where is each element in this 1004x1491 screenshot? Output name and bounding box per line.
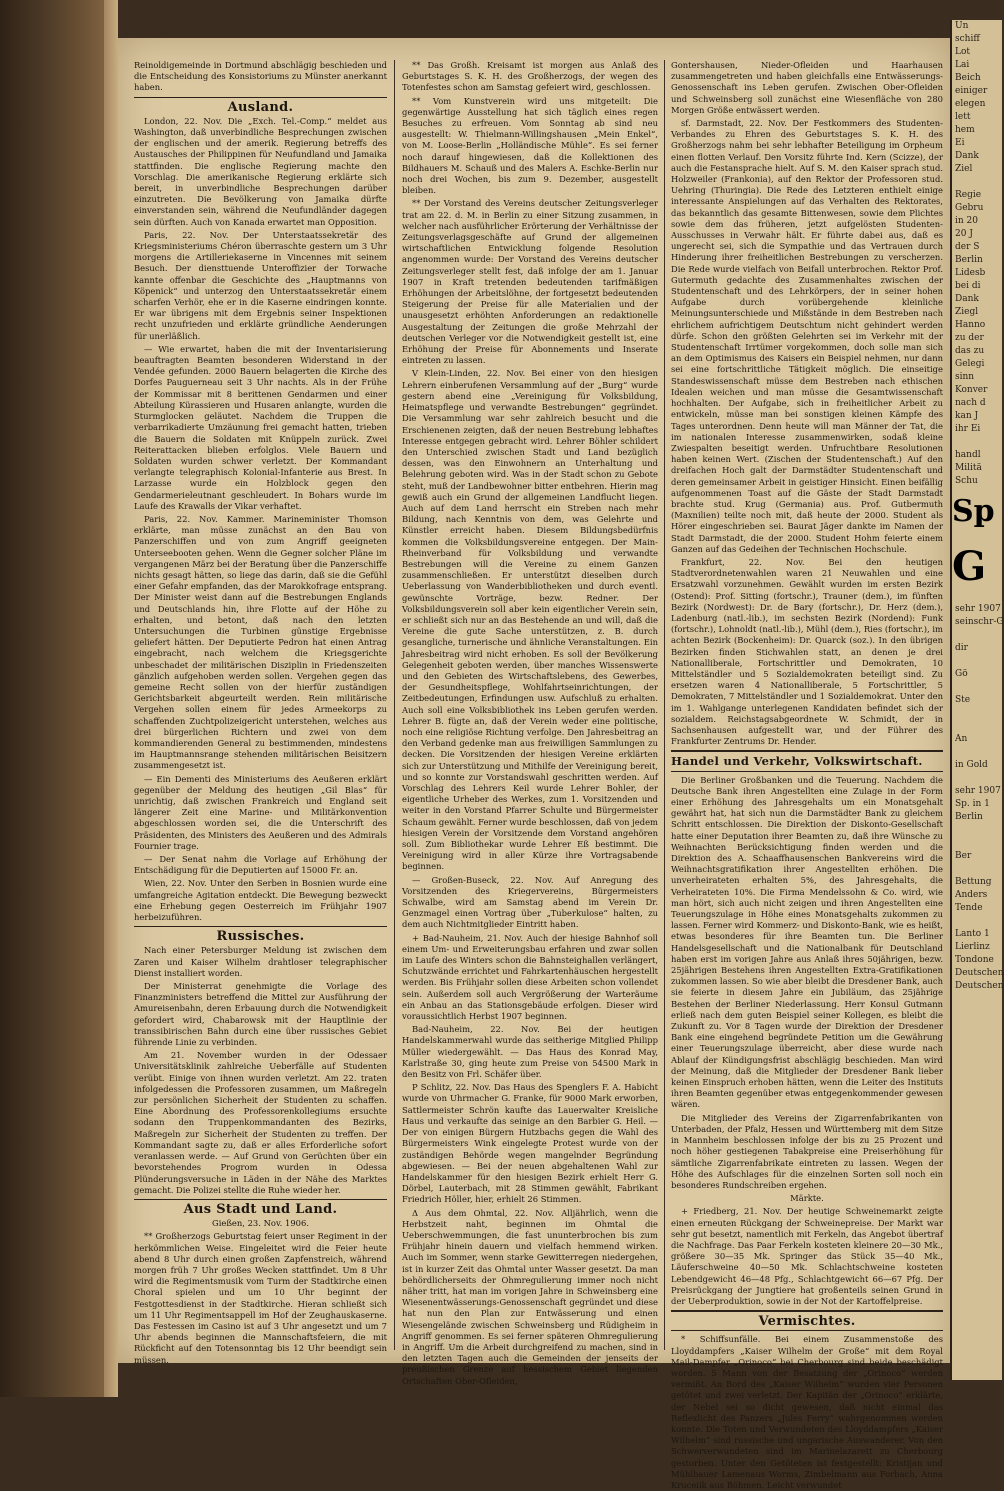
article-paragraph: + Bad-Nauheim, 21. Nov. Auch der hiesige Bahnhof soll einem Um- und Erweiterungsbau erfahren und zwar sollen im Laufe des Winters schon die Bahnsteighallen verlängert, Schutzwände errichtet und Fahrkartenhäuschen hergestellt werden. Bis Frühjahr sollen diese Arbeiten schon vollendet sein. Außerdem soll auch Vergrößerung der Warteräume ein Anbau an das Stationsgebäude erfolgen. Dieser wird voraussichtlich Herbst 1907 beginnen. [402, 932, 658, 1022]
adjacent-page-fragment: Bettung [955, 877, 992, 887]
article-paragraph: — Großen-Buseck, 22. Nov. Auf Anregung des Vorsitzenden des Kriegervereins, Bürgermeisters Schwalbe, wird am Samstag abend im Verein Dr. Genzmagel einen Vortrag über „Tuberkulose“ halten, zu dem auch Nichtmitglieder Eintritt haben. [402, 874, 658, 930]
adjacent-page-fragment [952, 707, 1002, 720]
adjacent-page-strip [950, 20, 1002, 1380]
article-paragraph: Die Berliner Großbanken und die Teuerung. Nachdem die Deutsche Bank ihren Angestellten eine Zulage in der Form einer Erhöhung des Jahresgehalts um ein Monatsgehalt gewährt hat, hat sich nun die Darmstädter Bank zu gleichem Schritt entschlossen. Die Direktion der Diskonto-Gesellschaft hatte einer Deputation ihrer Beamten zu, daß ihre Wünsche zu Weihnachten Berücksichtigung finden werden und die Direktion des A. Schaaffhausenschen Bankvereins wird die Weihnachtsgratifikation ihrer Angestellten erhöhen. Die unverheirateten erhalten 5%, des Jahresgehalts, die Verheirateten 10%. Die Firma Mendelssohn & Co. wird, wie man hört, sich auch nicht zeigen und ihren Angestellten eine Teuerungszulage in Höhe eines Monatsgehalts zukommen zu lassen. Ferner wird Kommerz- und Diskonto-Bank, wie es heißt, etwas besonderes für ihre Beamten tun. Die Berliner Handelsgesellschaft und die Nationalbank für Deutschland haben erst im vorigen Jahre aus Anlaß ihres 50jährigen, bezw. 25jährigen Bestehens ihren Angestellten Extra-Gratifikationen zukommen lassen. So wie aber bleibt die Dresdener Bank, auch sie feierte in diesem Jahre ein Jubiläum, das 25jährige Bestehen der Berliner Niederlassung. Herr Konsul Gutmann erließ nach dem guten Beispiel seiner Kollegen, es bleibt die Zukunft zu. Vor 8 Tagen wurde der Direktion der Dresdener Bank eine eingehend begründete Petition um die Gewährung einer Teuerungszulage überreicht, aber diese wurde nach Ablauf der Kündigungsfrist abschlägig beschieden. Man wird der Meinung, daß die Mitglieder der Dresdener Bank lieber keinen Einspruch erhoben hätten, wenn die Leiter des Instituts ihren Beamten gegenüber etwas entgegenkommender gewesen wären. [671, 774, 943, 1110]
adjacent-page-fragment: Schu [955, 476, 978, 486]
adjacent-page-fragment: 20 J [955, 229, 973, 239]
adjacent-page-fragment [952, 837, 1002, 850]
adjacent-page-fragment: sehr 1907 [955, 604, 1001, 614]
adjacent-page-fragment: Gelegi [955, 359, 985, 369]
article-paragraph: V Klein-Linden, 22. Nov. Bei einer von den hiesigen Lehrern einberufenen Versammlung auf der „Burg“ wurde gestern abend eine „Vereinigung für Volksbildung, Heimatspflege und verwandte Bestrebungen“ gegründet. Die Versammlung war sehr zahlreich besucht und die Erschienenen zeigten, daß der neuen Bestrebung lebhaftes Interesse entgegen gebracht wird. Lehrer Böhler schildert den Unterschied zwischen Stadt und Land bezüglich dessen, was den Einwohnern an Unterhaltung und Belehrung geboten wird. Was in der Stadt schon zu Gebote steht, muß der Landbewohner bitter entbehren. Hierin mag gewiß auch ein Grund der allgemeinen Landflucht liegen. Auch auf dem Land herrscht ein Streben nach mehr Bildung, nach Kenntnis von dem, was Gelehrte und Künstler erreicht haben. Diesem Bildungsbedürfnis kommen die Volksbildungsvereine entgegen. Der Main-Rheinverband für Volksbildung und verwandte Bestrebungen will die Vereine zu einem Ganzen zusammenschließen. Er unterstützt dieselben durch Ueberlassung von Wanderbibliotheken und durch eventl. gewünschte Vorträge, bezw. Redner. Der Volksbildungsverein soll aber kein eigentlicher Verein sein, er schließt sich nur an das Bestehende an und will, daß die Vereine die gute Sache unterstützen, z. B. durch gesangliche, turnerische und ähnliche Veranstaltungen. Ein Jahresbeitrag wird nicht erhoben. Es soll der Bevölkerung Gelegenheit geboten werden, über manches Wissenswerte und den Gebieten des Wirtschaftslebens, des Gewerbes, der Gesundheitspflege, Wohlfahrtseinrichtungen, der Zeitbedeutungen, Erfindungen usw. Aufschluß zu erhalten. Auch soll eine Volksbibliothek ins Leben gerufen werden. Lehrer B. fügte an, daß der Verein weder eine politische, noch eine religiöse Richtung verfolge. Den Jahresbeitrag an den Verband gedenke man aus freiwilligen Sammlungen zu decken. Die Vorsitzenden der hiesigen Vereine erklärten sich zur Unterstützung und Mithilfe der Vereinigung bereit, und so konnte zur Vorstandswahl geschritten werden. Auf Vorschlag des Lehrers Keil wurde Lehrer Bohler, der eigentliche Urheber des Werkes, zum 1. Vorsitzenden und weiter in den Vorstand Pfarrer Schulte und Bürgermeister Schaum gewählt. Ferner wurde beschlossen, daß von jedem hiesigen Verein der Vorsitzende dem Vorstand angehören soll. Zum Bibliothekar wurde Lehrer Eß bestimmt. Die Vereinigung wird in aller Kürze ihre Vortragsabende beginnen. [402, 368, 658, 872]
section-heading-russisches: Russisches. [216, 929, 305, 945]
adjacent-page-fragment: hem [955, 125, 975, 135]
adjacent-page-large-letters: Sp [952, 494, 995, 529]
adjacent-page-fragment: bei di [955, 281, 981, 291]
adjacent-page-fragment: Un [955, 21, 969, 31]
adjacent-page-fragment: schiff [955, 34, 980, 44]
article-paragraph: Δ Aus dem Ohmtal, 22. Nov. Alljährlich, wenn die Herbstzeit naht, beginnen im Ohmtal die Ueberschwemmungen, die fast ununterbrochen bis zum Frühjahr hinein dauern und vielfach hemmend wirken. Auch im Sommer, wenn starke Gewitterregen niedergehen, ist in kurzer Zeit das Ohmtal unter Wasser gesetzt. Da man behördlicherseits der Ohmregulierung immer noch nicht näher tritt, hat man im vorigen Jahre in Schweinsberg eine Wiesenentwässerungs-Genossenschaft gegründet und diese hat nun den Plan zur Entwässerung und einen Wiesengelände zwischen Schweinsberg und Rüdigheim in Angriff genommen. Es sei ferner späteren Ohmregulierung in Angriff. Um die Arbeit durchgreifend zu machen, sind in den letzten Tagen auch die Gemeinden der jenseits der preußischen Grenze auf hessischem Gebiet liegenden Ortschaften Ober-Ofleiden, [402, 1207, 658, 1386]
adjacent-page-fragment: lett [955, 112, 971, 122]
adjacent-page-fragment [952, 746, 1002, 759]
adjacent-page-fragment [952, 824, 1002, 837]
column-rule [394, 60, 395, 1350]
section-heading-ausland: Ausland. [227, 99, 294, 115]
adjacent-page-fragment: Ziegl [955, 307, 979, 317]
article-paragraph: Paris, 22. Nov. Der Unterstaatssekretär des Kriegsministeriums Chéron überraschte gestern um 3 Uhr morgens die Artilleriekaserne in Vincennes mit seinem Besuch. Der diensttuende Unteroffizier der Torwache kannte offenbar die Geschichte des „Hauptmanns von Köpenick“ und unterzog den Unterstaatssekretär einem scharfen Verhör, ehe er in die Kaserne eindringen konnte. Er war übrigens mit dem Ergebnis seiner Inspektionen recht unzufrieden und erklärte gründliche Aenderungen für unerläßlich. [134, 229, 387, 341]
adjacent-page-fragment [952, 772, 1002, 785]
adjacent-page-fragment: der S [955, 242, 980, 252]
adjacent-page-text-fragments [952, 20, 1002, 488]
adjacent-page-fragment: An [955, 734, 968, 744]
article-paragraph: sf. Darmstadt, 22. Nov. Der Festkommers des Studenten-Verbandes zu Ehren des Geburtstages S. K. H. des Großherzogs nahm bei sehr lebhafter Beteiligung im Orpheum einen flotten Verlauf. Den Vorsitz führte Ind. Kern (Scizze), der auch die Festansprache hielt. Auf S. M. den Kaiser sprach stud. Holzweiler (Frankonia), auf den Rektor der Professoren stud. Uehring (Thuringia). Die Rede des Letzteren enthielt einige interessante Anspielungen auf das Verhalten des Rektorates, das bekanntlich das gesamte Bittenwesen, sowie dem Plichtes sowie dem das früheren, jetzt aufgelösten Studenten-Ausschusses in Verwahr hält. Er führte dabei aus, daß es ungerecht sei, sich die Sympathie und das Vertrauen durch Hinderung ihrer freiheitlichen Bestrebungen zu verscherzen. Die Rede wurde vielfach von Beifall unterbrochen. Rektor Prof. Gutermuth gedachte des Zusammenhaltes zwischen der Studentenschaft und des Lehrkörpers, der in seiner hohen Aufgabe durch vorübergehende kleinliche Meinungsunterschiede und Mißstände in dem Bestreben nach ehrlichem aufrichtigem Deutschtum nicht gehindert werden dürfe. Schon den größten Gelehrten sei im Verkehr mit der Studentenschaft Irrtümer vorgekommen, doch solle man sich an dem Optimismus des Kaisers ein Beispiel nehmen, nur dann sei eine fortschrittliche Tätigkeit möglich. Die einseitige Standeswissenschaft müsse dem Bestreben nach ethischen Idealen weichen und man müsse die Gesamtwissenschaft hochhalten. Der Aufgabe, sich in freiheitlicher Arbeit zu entwickeln, müsse man bei sonstigen kleinen Kämpfe des Tages unterordnen. Denn heute will man Männer der Tat, die im nationalen Interesse zusammenwirken, sodaß kleine Zwiespalten beseitigt werden. Unfruchtbare Resolutionen haben keinen Wert. (Zischen der Studentenschaft.) Auf den dreifachen Hoch galt der Darmstädter Studentenschaft und deren gemeinsamer Arbeit in geistiger Hinsicht. Einen beifällig aufgenommenen Toast auf die Gäste der Stadt Darmstadt brachte stud. Krug (Germania) aus. Prof. Gutbermuth (Maxnilien) teilte noch mit, daß heute der 2000. Student als Hörer eingeschrieben sei. Baurat Jäger dankte im Namen der Stadt Darmstadt, die der 2000. Student Hohm feierte einem Ganzen auf das Gedeihen der Technischen Hochschule. [671, 118, 943, 554]
newspaper-page [118, 38, 950, 1490]
adjacent-page-fragment: Anders [955, 890, 988, 900]
adjacent-page-fragment: kan J [955, 411, 979, 421]
adjacent-page-fragment: Deutschen [955, 981, 1004, 991]
article-paragraph: + Friedberg, 21. Nov. Der heutige Schweinemarkt zeigte einen erneuten Rückgang der Schweinepreise. Der Markt war sehr gut besetzt, namentlich mit Ferkeln, das Angebot übertraf die Nachfrage. Das Paar Ferkeln kosteten kleinere 20—30 Mk., größere 30—35 Mk. Springer das Stück 35—40 Mk., Läuferschweine 40—50 Mk. Schlachtschweine kosteten Lebendgewicht 46—48 Pfg., Schlachtgewicht 66—67 Pfg. Der Preisrückgang der Jungtiere hat großenteils seinen Grund in der Ueberproduktion, sowie in der Not der Kartoffelpreise. [671, 1206, 943, 1306]
adjacent-page-fragment: Lot [955, 47, 971, 57]
adjacent-page-fragment [952, 590, 1002, 603]
adjacent-page-fragment: Ste [955, 695, 971, 705]
article-paragraph: — Wie erwartet, haben die mit der Inventarisierung beauftragten Beamten besonderen Widerstand in der Vendée gefunden. 2000 Bauern belagerten die Kirche des Dorfes Pauguerneau seit 3 Uhr nachts. Als in der Frühe der Kommissar mit 8 berittenen Gendarmen und einer Abteilung Kürassieren und Husaren anlangte, wurden die Sturmglocken geläutet. Nachdem die Truppen die verbarrikadierte Umzäunung frei gemacht hatten, trieben die Bauern die Soldaten mit Knüppeln zurück. Zwei Reiterattacken blieben erfolglos. Viele Bauern und Soldaten wurden schwer verletzt. Der Kommandant verlangte telegraphisch Kolonial-Infanterie aus Brest. In Larzasse wurde ein Holzblock gegen den Gendarmerieleutnant geschleudert. In Bohars wurde im Laufe des Krawalls der Vikar verhaftet. [134, 343, 387, 511]
article-paragraph: Der Ministerrat genehmigte die Vorlage des Finanzministers betreffend die Mittel zur Ausführung der Amureisenbahn, deren Erbauung durch die Notwendigkeit gefordert wird, Chabarowsk mit der Hauptlinie der transsibirischen Bahn durch eine über russisches Gebiet führende Linie zu verbinden. [134, 981, 387, 1048]
adjacent-page-fragment: Lidesb [955, 268, 986, 278]
adjacent-page-fragment [952, 629, 1002, 642]
adjacent-page-fragment: Dank [955, 294, 979, 304]
adjacent-page-fragment: Ei [955, 138, 965, 148]
adjacent-page-fragment: einiger [955, 86, 988, 96]
article-paragraph: Wien, 22. Nov. Unter den Serben in Bosnien wurde eine umfangreiche Agitation entdeckt. Die Bewegung bezweckt eine Erhebung gegen Oesterreich im Frühjahr 1907 herbeizuführen. [134, 878, 387, 923]
adjacent-page-fragment: ihr Ei [955, 424, 981, 434]
adjacent-page-fragment: handl [955, 450, 981, 460]
adjacent-page-fragment [952, 720, 1002, 733]
divider [671, 1330, 943, 1331]
article-paragraph: — Ein Dementi des Ministeriums des Aeußeren erklärt gegenüber der Meldung des heutigen „Gil Blas“ für unrichtig, daß zwischen Frankreich und England seit längerer Zeit eine Marine- und Militärkonvention abgeschlossen worden sei, die die Unterschrift des Präsidenten, des Ministers des Aeußeren und des Admirals Fournier trage. [134, 773, 387, 851]
column-2 [402, 60, 658, 1386]
adjacent-page-fragment: dir [955, 643, 968, 653]
adjacent-page-fragment: Ber [955, 851, 972, 861]
adjacent-page-fragment: Militä [955, 463, 982, 473]
adjacent-page-fragment [952, 915, 1002, 928]
adjacent-page-fragment: Tende [955, 903, 983, 913]
divider [671, 771, 943, 772]
adjacent-page-fragment: das zu [955, 346, 985, 356]
article-paragraph: Paris, 22. Nov. Kammer. Marineminister Thomson erklärte, man müsse zunächst an den Bau von Panzerschiffen und von zum Angriff geeigneten Unterseebooten gehen. Wenn die Gegner solcher Pläne im vergangenen März bei der Beratung über die Panzerschiffe nichts gesagt hätten, so liege das darin, daß sie die Gefühl einer Gefahr empfanden, das der Marokkofrage entsprang. Der Minister weist dann auf die Bestrebungen Englands und Deutschlands hin, ihre Flotte auf der Höhe zu erhalten, und betont, daß nach den letzten Untersuchungen die Turbinen günstige Ergebnisse geliefert hätten. Der Deputierte Pedron hat einen Antrag eingebracht, nach welchem die Kriegsgerichte unbeschadet der militärischen Disziplin in Friedenszeiten gänzlich aufgehoben werden sollen. Vergehen gegen das gemeine Recht sollen von der hierfür zuständigen Gerichtsbarkeit abgeurteilt werden. Rein militärische Vergehen sollen einem für jedes Armeekorps zu schaffenden Zuchtpolizeigericht unterstehen, welches aus drei bürgerlichen Richtern und zwei von dem kommandierenden General zu bestimmenden, mindestens im Hauptmannsrange stehenden militärischen Beisitzern zusammengesetzt ist. [134, 513, 387, 771]
article-paragraph: Reinoldigemeinde in Dortmund abschlägig beschieden und die Entscheidung des Konsistoriums zu Münster anerkannt haben. [134, 60, 387, 93]
adjacent-page-fragment: seinschr-G [955, 617, 1004, 627]
article-paragraph: — Der Senat nahm die Vorlage auf Erhöhung der Entschädigung für die Deputierten auf 15000 Fr. an. [134, 854, 387, 876]
adjacent-page-fragment [952, 655, 1002, 668]
article-paragraph: ** Der Vorstand des Vereins deutscher Zeitungsverleger trat am 22. d. M. in Berlin zu einer Sitzung zusammen, in welcher nach ausführlicher Erörterung der Verhältnisse der Zeitungsverlagsgeschäfte auf Grund der allgemeinen wirtschaftlichen Entwicklung folgende Resolution angenommen wurde: Der Vorstand des Vereins deutscher Zeitungsverleger stellt fest, daß infolge der am 1. Januar 1907 in Kraft tretenden bedeutenden tarifmäßigen Erhöhungen der Arbeitslöhne, der fortgesetzt bedeutenden Steigerung der Preise für alle Materialien und der unausgesetzt erhöhten Anforderungen an redaktionelle Ausgestaltung der Zeitungen die große Mehrzahl der deutschen Verleger vor die Notwendigkeit gestellt ist, eine Erhöhung der Preise für Abonnements und Inserate eintreten zu lassen. [402, 198, 658, 366]
divider [671, 1310, 943, 1312]
adjacent-page-fragment: Hanno [955, 320, 986, 330]
adjacent-page-fragment: Gebru [955, 203, 984, 213]
column-rule [664, 60, 665, 1350]
divider [134, 97, 387, 98]
article-paragraph: Frankfurt, 22. Nov. Bei den heutigen Stadtverordnetenwahlen waren 21 Neuwahlen und eine Ersatzwahl vorzunehmen. Gewählt wurden im ersten Bezirk (Ostend): Prof. Sitting (fortschr.), Trauner (dem.), im fünften Bezirk (Nordwest): Dr. de Bary (fortschr.), Dr. Herz (dem.), Ladenburg (natl.-lib.), im sechsten Bezirk (Nordend): Funk (fortschr.), Lohnoldt (natl.-lib.), Mühl (dem.), Ries (fortschr.), im achten Bezirk (Bockenheim): Dr. Quarck (soz.). In den übrigen Bezirken finden Stichwahlen statt, an denen je drei Nationalliberale, Fortschrittler und Demokraten, 10 Mittelständler und 5 Sozialdemokraten beteiligt sind. Zu ersetzen waren 4 Nationalliberale, 5 Fortschrittler, 5 Demokraten, 7 Mittelständler und 1 Sozialdemokrat. Unter den im 1. Wahlgange unterlegenen Kandidaten befindet sich der sozialdem. Reichstagsabgeordnete W. Schmidt, der in Sachsenhausen aufgestellt war, und der Führer des Frankfurter Zentrums Dr. Hender. [671, 556, 943, 747]
adjacent-page-fragment: Dank [955, 151, 979, 161]
article-paragraph: * Schiffsunfälle. Bei einem Zusammenstoße des Lloyddampfers „Kaiser Wilhelm der Große“ mit dem Royal Mail-Dampfer „Orinoco“ bei Cherbourg sind beide beschädigt worden. 5 Mann von der Besatzung der „Orinoco“ werden vermißt. An Bord des „Kaiser Wilhelm“ wurden vier Personen getötet und zwei verletzt. Der Kapitän der „Orinoco“ erklärte, der Nebel sei so dicht gewesen, daß nicht einmal das Reflexlicht des Panzers „Jules Ferry“ wahrgenommen werden konnte. Die Toten und Verwundeten des Lloyddampfers „Kaiser Wilhelm“ sind russische und ungarische Auswanderer. Von den Schwerverwundeten sind im Marinelazarett zu Cherbourg gestorben. Unter den Getöteten ist festgestellt: Kristijan und Mühlbauer Lamenaus Worms, Zimbelmann aus Forbach, Anna Kruceiik aus Böhmen. Leicht verwundet [671, 1334, 943, 1490]
adjacent-page-fragment: Ziel [955, 164, 973, 174]
article-paragraph: ** Das Großh. Kreisamt ist morgen aus Anlaß des Geburtstages S. K. H. des Großherzogs, der wegen des Totenfestes schon am Samstag gefeiert wird, geschlossen. [402, 60, 658, 93]
adjacent-page-fragment [952, 863, 1002, 876]
adjacent-page-fragment: Deutschen [955, 968, 1004, 978]
column-3 [671, 60, 943, 1490]
adjacent-page-fragment [952, 681, 1002, 694]
section-heading-vermischtes: Vermischtes. [758, 1314, 856, 1330]
adjacent-page-fragment: Lierlinz [955, 942, 990, 952]
divider [134, 1199, 387, 1200]
adjacent-page-fragment: zu der [955, 333, 984, 343]
adjacent-page-fragment: Regie [955, 190, 982, 200]
article-paragraph: Nach einer Petersburger Meldung ist zwischen dem Zaren und Kaiser Wilhelm drahtloser telegraphischer Dienst installiert worden. [134, 945, 387, 978]
adjacent-page-fragment: Beich [955, 73, 981, 83]
section-heading-handel: Handel und Verkehr, Volkswirtschaft. [671, 754, 923, 769]
adjacent-page-fragment: Tondone [955, 955, 994, 965]
article-paragraph: ** Großherzogs Geburtstag feiert unser Regiment in der herkömmlichen Weise. Eingeleitet wird die Feier heute abend 8 Uhr durch einen großen Zapfenstreich, während morgen früh 7 Uhr großes Wecken stattfindet. Um 8 Uhr wird die Regimentsmusik vom Turm der Stadtkirche einen Choral spielen und um 10 Uhr beginnt der Festgottesdienst in der Stadtkirche. Hieran schließt sich um 11 Uhr Regimentsappell im Hof der Zeughauskaserne. Das Festessen im Casino ist auf 3 Uhr angesetzt und um 7 Uhr abends beginnen die Mannschaftsfeiern, die mit Rückficht auf den Totensonntag bis 12 Uhr beendigt sein müssen. [134, 1231, 387, 1365]
adjacent-page-fragment: elegen [955, 99, 986, 109]
section-heading-stadt-land: Aus Stadt und Land. [183, 1201, 338, 1217]
adjacent-page-fragment: nach d [955, 398, 986, 408]
adjacent-page-fragment: sehr 1907 [955, 786, 1001, 796]
adjacent-page-fragment [952, 436, 1002, 449]
divider [134, 926, 387, 927]
column-1 [134, 60, 387, 1365]
adjacent-page-fragment: in 20 [955, 216, 978, 226]
book-binding-gutter [0, 0, 118, 1397]
article-paragraph: Am 21. November wurden in der Odessaer Universitätsklinik zahlreiche Ueberfälle auf Studenten verübt. Einige von ihnen wurden verletzt. Am 22. traten infolgedessen die Professoren zusammen, um Maßregeln zur persönlichen Sicherheit der Studenten zu schaffen. Eine Abordnung des Professorenkollegiums ersuchte sodann den Truppenkommandanten des Bezirks, Maßregeln zur Sicherheit der Studenten zu treffen. Der Kommandant sagte zu, daß er alles Erforderliche sofort veranlassen werde. — Auf Grund von Gerüchten über ein bevorstehendes Progrom wurden in Odessa Plünderungsversuche in Läden in der Nähe des Marktes gemacht. Die Polizei stellte die Ruhe wieder her. [134, 1050, 387, 1195]
dateline: Gießen, 23. Nov. 1906. [212, 1218, 309, 1229]
adjacent-page-fragment: sinn [955, 372, 975, 382]
adjacent-page-fragment: Gö [955, 669, 968, 679]
article-paragraph: Die Mitglieder des Vereins der Zigarrenfabrikanten von Unterbaden, der Pfalz, Hessen und Württemberg mit dem Sitze in Mannheim beschlossen infolge der bis zu 25 Prozent und noch höher gestiegenen Tabakpreise eine Preiserhöhung für sämtliche Zigarrenfabrikate eintreten zu lassen. Wegen der Höhe des Aufschlages für die einzelnen Sorten soll noch ein besonderes Rundschreiben ergehen. [671, 1112, 943, 1190]
article-paragraph: ** Vom Kunstverein wird uns mitgeteilt: Die gegenwärtige Ausstellung hat sich täglich eines regen Besuches zu erfreuen. Vom Sonntag ab sind neu ausgestellt: W. Thielmann-Willingshausen „Mein Enkel“, von M. Loose-Berlin „Holländische Mühle“. Es sei ferner noch darauf hingewiesen, daß die Kollektionen des Bildhauers M. Schauß und des Malers A. Eschke-Berlin nur noch drei Wochen, bis zum 9. Dezember, ausgestellt bleiben. [402, 95, 658, 196]
article-paragraph: Gontershausen, Nieder-Ofleiden und Haarhausen zusammengetreten und haben gleichfalls eine Entwässerungs-Genossenschaft ins Leben gerufen. Zwischen Ober-Ofleiden und Schweinsberg soll zunächst eine Wiesenfläche von 280 Morgen Größe entwässert werden. [671, 60, 943, 115]
adjacent-page-fragment: Berlin [955, 255, 983, 265]
adjacent-page-fragment: Lanto 1 [955, 929, 990, 939]
article-paragraph: P Schlitz, 22. Nov. Das Haus des Spenglers F. A. Habicht wurde von Uhrmacher G. Franke, für 9000 Mark erworben, Sattlermeister Schrön kaufte das Lauerwalter Kreisliche Haus und verkaufte das seinige an den Barbier G. Heil. — Der von einigen Bürgern Hutzbachs gegen die Wahl des Bürgermeisters Wink eingelegte Protest wurde von der zuständigen Behörde wegen mangelnder Begründung abgewiesen. — Bei der neuen abgehaltenen Wahl zur Handelskammer für den hiesigen Bezirk erhielt Herr G. Dörbel, Lauterbach, mit 28 Stimmen gewählt, Fabrikant Friedrich Höller, hier, erhielt 26 Stimmen. [402, 1082, 658, 1205]
adjacent-page-fragment: Lai [955, 60, 970, 70]
article-paragraph: Bad-Nauheim, 22. Nov. Bei der heutigen Handelskammerwahl wurde das seitherige Mitglied Philipp Müller wiedergewählt. — Das Haus des Konrad May, Karlstraße 30, ging heute zum Preise von 54500 Mark in den Besitz von Frl. Schäfer über. [402, 1024, 658, 1080]
adjacent-page-text-fragments-lower [952, 590, 1002, 993]
subheading-maerkte: Märkte. [790, 1193, 824, 1204]
adjacent-page-fragment [952, 176, 1002, 189]
adjacent-page-large-letter: G [952, 543, 987, 590]
divider [671, 750, 943, 752]
adjacent-page-fragment: Konver [955, 385, 988, 395]
adjacent-page-fragment: Berlin [955, 812, 983, 822]
article-paragraph: London, 22. Nov. Die „Exch. Tel.-Comp.“ meldet aus Washington, daß unverbindliche Besprechungen zwischen der englischen und der amerik. Regierung betreffs des Austausches der Philippinen für Neufundland und Jamaika stattfinden. Die englische Regierung machte den Vorschlag. Die amerikanische Regierung erklärte sich bereit, in unverbindliche Besprechungen darüber einzutreten. Die Bevölkerung von Jamaika dürfte einverstanden sein, während die Neufundländer dagegen sein dürften. Auch von Kanada erwartet man Opposition. [134, 115, 387, 227]
adjacent-page-fragment: in Gold [955, 760, 988, 770]
adjacent-page-fragment: Sp. in 1 [955, 799, 990, 809]
